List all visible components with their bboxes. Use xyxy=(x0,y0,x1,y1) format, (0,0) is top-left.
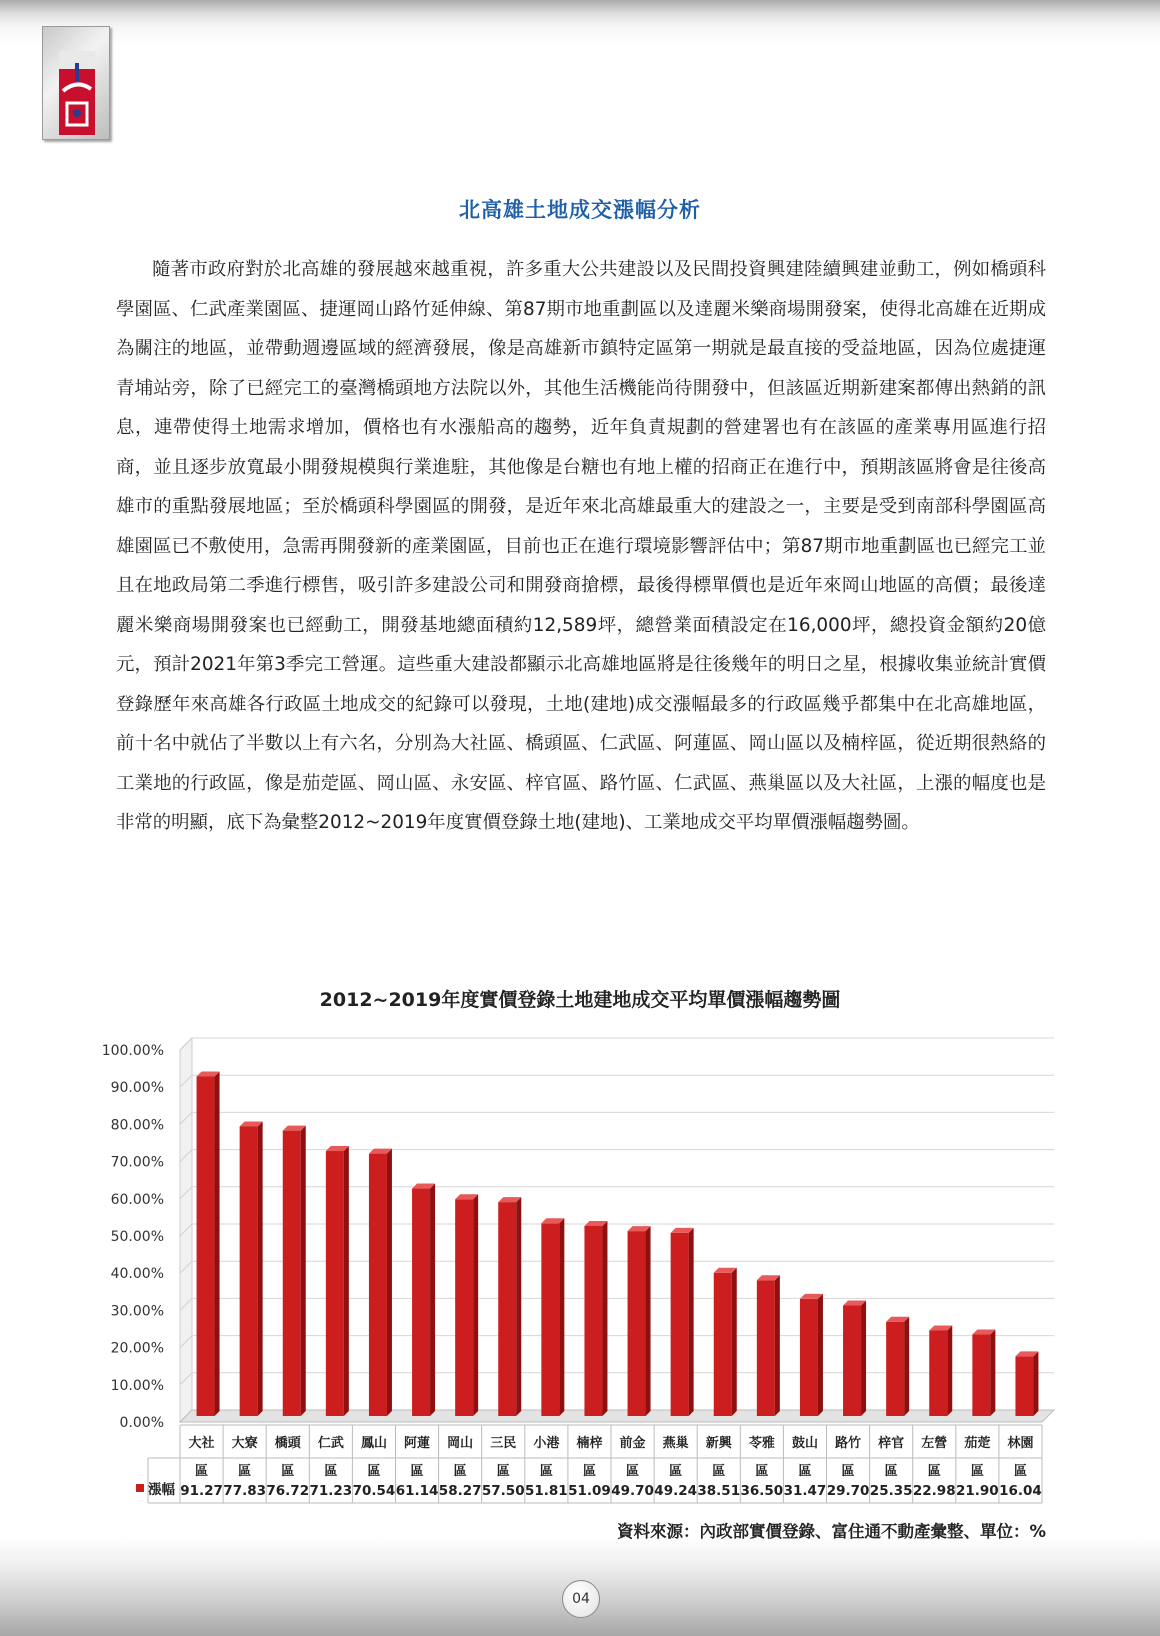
bar xyxy=(283,1126,306,1416)
y-tick-label: 70.00% xyxy=(110,1154,164,1171)
bar xyxy=(197,1071,220,1416)
bar xyxy=(369,1149,392,1416)
data-label: 70.54 xyxy=(352,1483,396,1499)
x-tick-label: 區 xyxy=(582,1464,596,1479)
data-label: 51.81 xyxy=(524,1483,568,1499)
bar xyxy=(584,1221,607,1416)
data-label: 21.90 xyxy=(955,1483,999,1499)
legend-swatch xyxy=(136,1484,144,1492)
data-label: 16.04 xyxy=(999,1483,1042,1499)
x-tick-label: 區 xyxy=(841,1464,855,1479)
bar xyxy=(757,1275,780,1416)
x-tick-label: 區 xyxy=(970,1464,984,1479)
bar xyxy=(800,1294,823,1416)
data-label: 77.83 xyxy=(223,1483,267,1499)
data-label: 49.70 xyxy=(611,1483,654,1499)
x-tick-label: 阿蓮 xyxy=(404,1436,431,1451)
x-tick-label: 區 xyxy=(798,1464,812,1479)
x-tick-label: 新興 xyxy=(705,1436,732,1451)
y-tick-label: 40.00% xyxy=(110,1266,164,1283)
x-tick-label: 區 xyxy=(927,1464,941,1479)
x-tick-label: 區 xyxy=(626,1464,640,1479)
x-tick-label: 梓官 xyxy=(878,1436,905,1451)
x-tick-label: 鳳山 xyxy=(360,1436,387,1451)
y-tick-label: 30.00% xyxy=(110,1303,164,1320)
x-tick-label: 前金 xyxy=(619,1436,646,1451)
data-label: 57.50 xyxy=(481,1483,525,1499)
page-number: 04 xyxy=(562,1580,600,1618)
chart-floor xyxy=(180,1410,1054,1422)
y-tick-label: 60.00% xyxy=(110,1191,164,1208)
x-tick-label: 路竹 xyxy=(835,1436,862,1451)
data-label: 49.24 xyxy=(654,1483,698,1499)
article-body: 隨著市政府對於北高雄的發展越來越重視，許多重大公共建設以及民間投資興建陸續興建並動工，例如橋頭科學園區、仁武產業園區、捷運岡山路竹延伸線、第87期市地重劃區以及達麗米樂商場開發案，使得北高雄在近期成為關注的地區，並帶動週邊區域的經濟發展，像是高雄新市鎮特定區第一期就是最直接的受益地區，因為位處捷運青埔站旁，除了已經完工的臺灣橋頭地方法院以外，其他生活機能尚待開發中，但該區近期新建案都傳出熱銷的訊息，連帶使得土地需求增加，價格也有水漲船高的趨勢，近年負責規劃的營建署也有在該區的產業專用區進行招商，並且逐步放寬最小開發規模與行業進駐，其他像是台糖也有地上權的招商正在進行中，預期該區將會是往後高雄市的重點發展地區；至於橋頭科學園區的開發，是近年來北高雄最重大的建設之一，主要是受到南部科學園區高雄園區已不敷使用，急需再開發新的產業園區，目前也正在進行環境影響評估中；第87期市地重劃區也已經完工並且在地政局第二季進行標售，吸引許多建設公司和開發商搶標，最後得標單價也是近年來岡山地區的高價；最後達麗米樂商場開發案也已經動工，開發基地總面積約12,589坪，總營業面積設定在16,000坪，總投資金額約20億元，預計2021年第3季完工營運。這些重大建設都顯示北高雄地區將是往後幾年的明日之星，根據收集並統計實價登錄歷年來高雄各行政區土地成交的紀錄可以發現，土地(建地)成交漲幅最多的行政區幾乎都集中在北高雄地區，前十名中就佔了半數以上有六名，分別為大社區、橋頭區、仁武區、阿蓮區、岡山區以及楠梓區，從近期很熱絡的工業地的行政區，像是茄萣區、岡山區、永安區、梓官區、路竹區、仁武區、燕巢區以及大社區，上漲的幅度也是非常的明顯，底下為彙整2012~2019年度實價登錄土地(建地)、工業地成交平均單價漲幅趨勢圖。 xyxy=(116,259,1046,833)
x-tick-label: 區 xyxy=(324,1464,338,1479)
x-tick-label: 區 xyxy=(195,1464,209,1479)
legend-label: 漲幅 xyxy=(148,1482,175,1498)
x-tick-label: 區 xyxy=(453,1464,467,1479)
x-tick-label: 區 xyxy=(238,1464,252,1479)
bar xyxy=(498,1197,521,1416)
x-tick-label: 區 xyxy=(884,1464,898,1479)
x-tick-label: 大社 xyxy=(188,1436,215,1451)
y-tick-label: 20.00% xyxy=(110,1340,164,1357)
bar xyxy=(671,1228,694,1416)
data-label: 22.98 xyxy=(912,1483,956,1499)
bar xyxy=(1015,1351,1038,1416)
bar xyxy=(240,1121,263,1416)
x-tick-label: 小港 xyxy=(533,1436,560,1451)
x-tick-label: 區 xyxy=(669,1464,683,1479)
bar xyxy=(628,1226,651,1416)
x-tick-label: 區 xyxy=(496,1464,510,1479)
x-tick-label: 岡山 xyxy=(447,1436,474,1451)
x-tick-label: 區 xyxy=(755,1464,769,1479)
data-label: 91.27 xyxy=(180,1483,223,1499)
x-tick-label: 鼓山 xyxy=(791,1436,818,1451)
x-tick-label: 苓雅 xyxy=(748,1436,775,1451)
x-tick-label: 楠梓 xyxy=(576,1436,603,1451)
y-tick-label: 10.00% xyxy=(110,1377,164,1394)
bar xyxy=(714,1268,737,1416)
y-tick-label: 0.00% xyxy=(119,1415,164,1431)
x-tick-label: 茄萣 xyxy=(964,1436,991,1451)
data-label: 71.23 xyxy=(309,1483,353,1499)
bar xyxy=(326,1146,349,1416)
x-tick-label: 區 xyxy=(410,1464,424,1479)
data-label: 25.35 xyxy=(869,1483,913,1499)
y-tick-label: 90.00% xyxy=(110,1080,164,1097)
data-label: 61.14 xyxy=(395,1483,439,1499)
page-title: 北高雄土地成交漲幅分析 xyxy=(459,198,701,222)
data-label: 58.27 xyxy=(438,1483,482,1499)
x-tick-label: 燕巢 xyxy=(662,1436,689,1451)
x-tick-label: 大寮 xyxy=(231,1436,258,1451)
x-tick-label: 橋頭 xyxy=(274,1436,301,1451)
x-tick-label: 左營 xyxy=(921,1436,948,1451)
data-label: 76.72 xyxy=(266,1483,310,1499)
x-tick-label: 三民 xyxy=(490,1436,517,1451)
y-tick-label: 80.00% xyxy=(110,1117,164,1134)
data-label: 51.09 xyxy=(568,1483,611,1499)
x-tick-label: 區 xyxy=(281,1464,295,1479)
bar xyxy=(886,1317,909,1416)
x-tick-label: 區 xyxy=(367,1464,381,1479)
data-label: 36.50 xyxy=(740,1483,784,1499)
data-label: 31.47 xyxy=(783,1483,827,1499)
bar xyxy=(929,1326,952,1416)
bar xyxy=(843,1301,866,1416)
y-tick-label: 50.00% xyxy=(110,1229,164,1245)
data-label: 38.51 xyxy=(697,1483,741,1499)
x-tick-label: 區 xyxy=(712,1464,726,1479)
y-tick-label: 100.00% xyxy=(101,1043,164,1059)
x-tick-label: 區 xyxy=(539,1464,553,1479)
bar xyxy=(972,1330,995,1416)
x-tick-label: 仁武 xyxy=(317,1436,344,1451)
x-tick-label: 林園 xyxy=(1007,1436,1034,1451)
bar xyxy=(541,1218,564,1416)
chart-title: 2012~2019年度實價登錄土地建地成交平均單價漲幅趨勢圖 xyxy=(319,989,841,1011)
bar xyxy=(412,1184,435,1416)
data-label: 29.70 xyxy=(826,1483,870,1499)
data-source-note: 資料來源：內政部實價登錄、富住通不動產彙整、單位：% xyxy=(616,1522,1046,1541)
x-tick-label: 區 xyxy=(1013,1464,1027,1479)
bar xyxy=(455,1194,478,1416)
